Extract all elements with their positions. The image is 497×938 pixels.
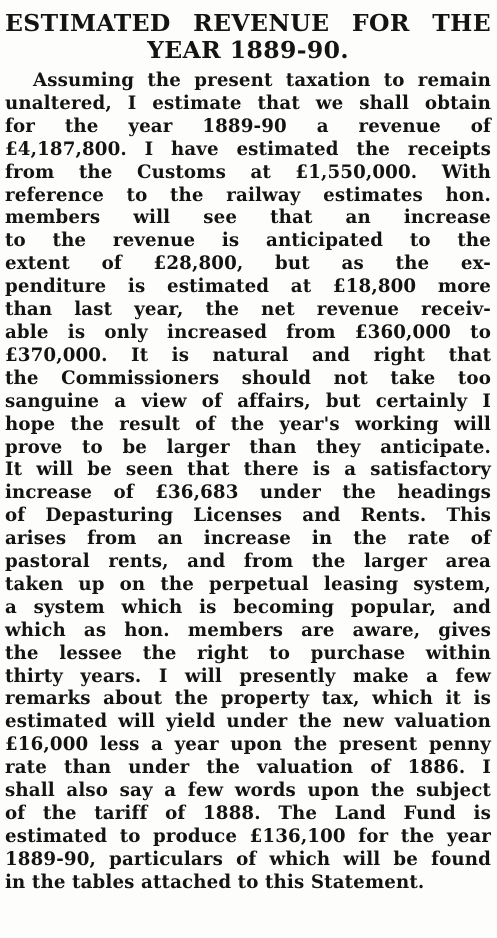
body-line: which as hon. members are aware, gives	[5, 619, 491, 641]
article-headline	[5, 0, 491, 64]
body-line: taken up on the perpetual leasing system,	[5, 573, 491, 595]
body-line: extent of £28,800, but as the ex-	[5, 253, 491, 275]
body-line: rate than under the valuation of 1886. I	[5, 757, 491, 779]
body-line: to the revenue is anticipated to the	[5, 230, 491, 252]
body-line: members will see that an increase	[5, 207, 491, 229]
body-line: remarks about the property tax, which it is	[5, 688, 491, 710]
body-line: penditure is estimated at £18,800 more	[5, 276, 491, 298]
body-line: a system which is becoming popular, and	[5, 596, 491, 618]
body-line: than last year, the net revenue receiv-	[5, 299, 491, 321]
body-line: of Depasturing Licenses and Rents. This	[5, 505, 491, 527]
body-line: unaltered, I estimate that we shall obtain	[5, 92, 491, 114]
body-line: pastoral rents, and from the larger area	[5, 551, 491, 573]
body-line: shall also say a few words upon the subject	[5, 780, 491, 802]
body-line: £4,187,800. I have estimated the receipts	[5, 138, 491, 160]
body-line: in the tables attached to this Statement.	[5, 871, 425, 893]
body-line: sanguine a view of affairs, but certainly I	[5, 390, 491, 412]
body-line: estimated will yield under the new valuation	[5, 711, 491, 733]
headline-line-1: ESTIMATED REVENUE FOR THE	[5, 9, 491, 37]
body-line: thirty years. I will presently make a few	[5, 665, 491, 687]
article-body	[5, 70, 491, 895]
body-line: 1889-90, particulars of which will be found	[5, 848, 491, 870]
body-line: £370,000. It is natural and right that	[5, 344, 491, 366]
body-line: reference to the railway estimates hon.	[5, 184, 491, 206]
body-line: from the Customs at £1,550,000. With	[5, 161, 491, 183]
body-line: arises from an increase in the rate of	[5, 528, 491, 550]
body-line: hope the result of the year's working will	[5, 413, 491, 435]
headline-line-2: YEAR 1889-90.	[147, 36, 349, 64]
body-line: It will be seen that there is a satisfactory	[5, 459, 491, 481]
body-line: prove to be larger than they anticipate.	[5, 436, 491, 458]
body-line: Assuming the present taxation to remain	[33, 70, 491, 91]
body-line: the lessee the right to purchase within	[5, 642, 491, 664]
body-line: for the year 1889-90 a revenue of	[5, 115, 491, 137]
body-line: able is only increased from £360,000 to	[5, 321, 491, 343]
body-line: £16,000 less a year upon the present penny	[5, 734, 491, 756]
body-line: estimated to produce £136,100 for the year	[5, 825, 491, 847]
body-line: of the tariff of 1888. The Land Fund is	[5, 803, 491, 824]
body-line: increase of £36,683 under the headings	[5, 482, 491, 504]
body-line: the Commissioners should not take too	[5, 367, 491, 389]
